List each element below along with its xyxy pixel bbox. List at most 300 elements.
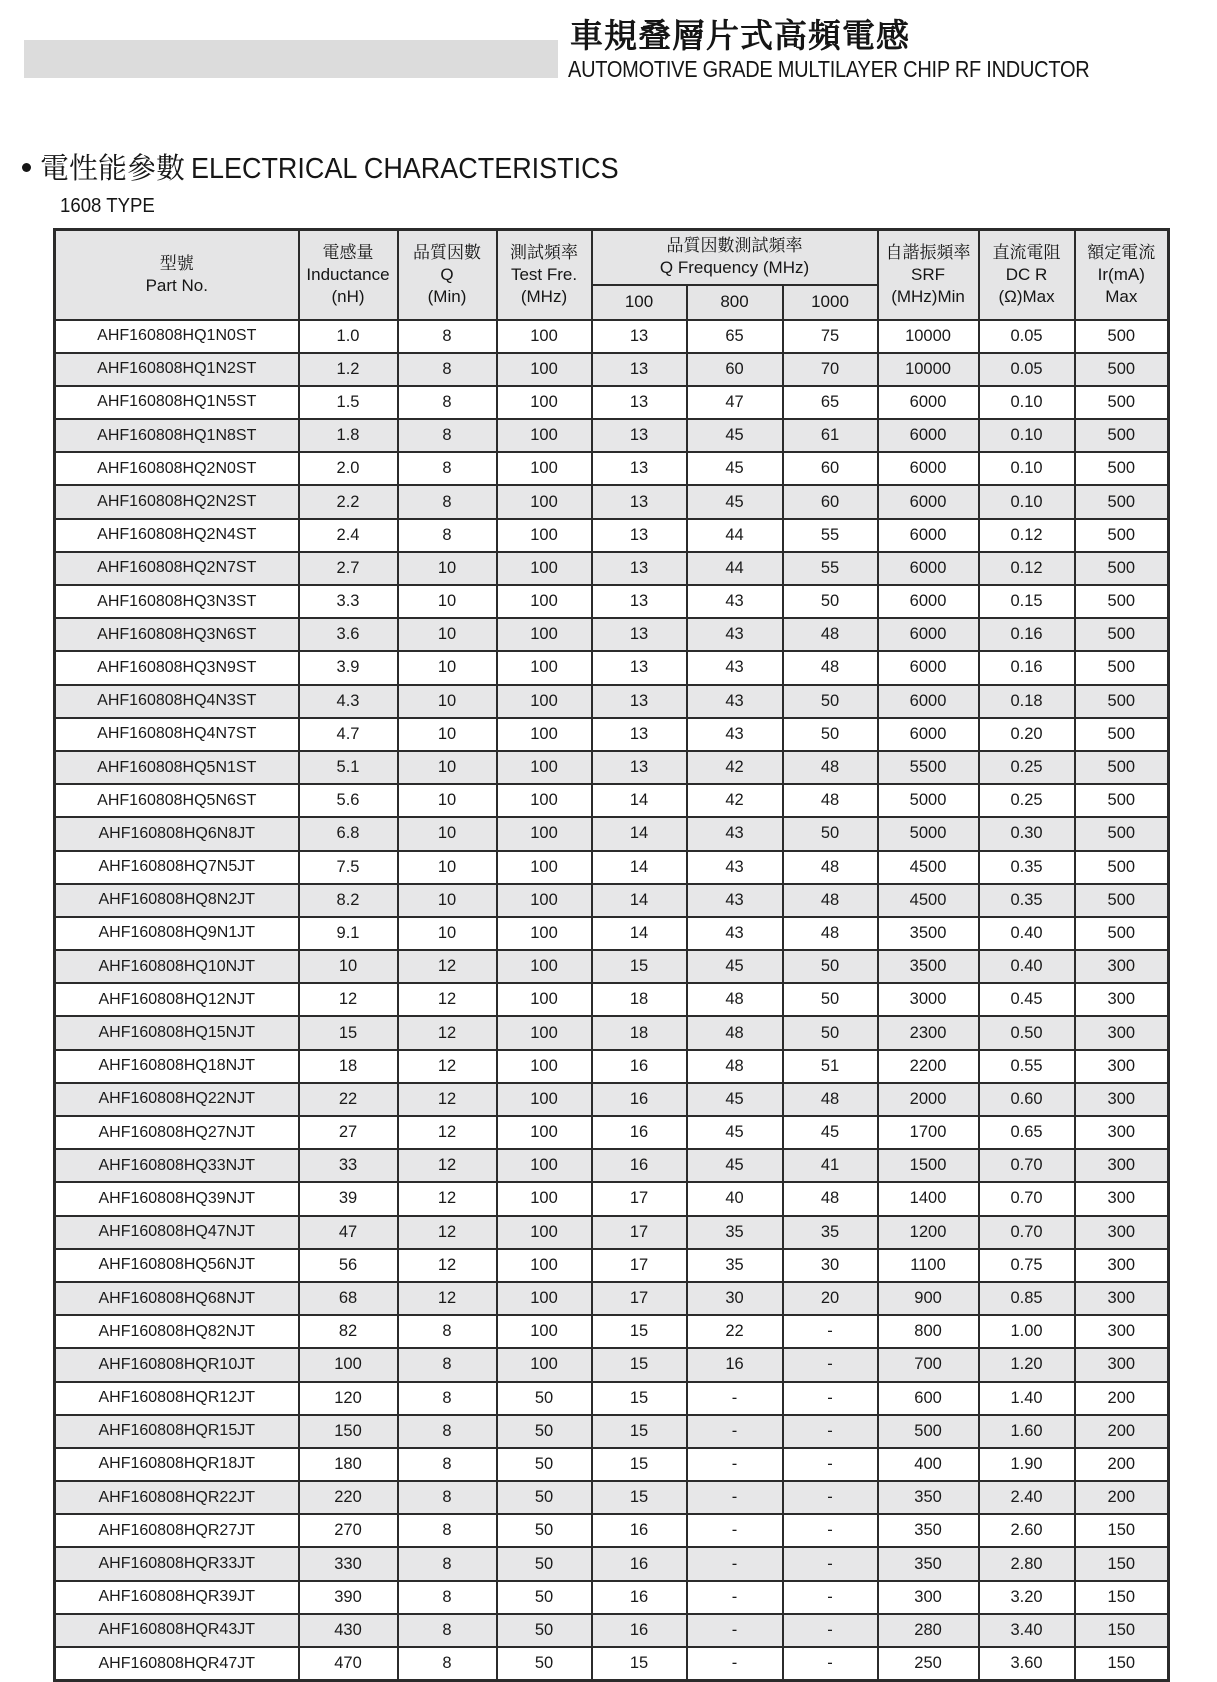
cell-q-at-100: 17 — [592, 1282, 687, 1315]
cell-q-at-1000: 51 — [783, 1050, 878, 1083]
col-header-srf-unit: (MHz)Min — [891, 286, 965, 306]
col-header-q-at-100: 100 — [592, 285, 687, 320]
col-header-dcr-unit: (Ω)Max — [998, 286, 1055, 306]
cell-q-at-100: 15 — [592, 1348, 687, 1381]
cell-q-min: 8 — [398, 419, 497, 452]
cell-q-min: 10 — [398, 552, 497, 585]
cell-q-at-1000: 48 — [783, 751, 878, 784]
cell-inductance: 22 — [299, 1083, 398, 1116]
cell-q-at-100: 13 — [592, 685, 687, 718]
col-header-q-frequency-cjk: 品質因數測試頻率 — [666, 236, 803, 256]
table-row — [55, 353, 1169, 386]
cell-q-at-100: 13 — [592, 718, 687, 751]
header-gray-bar — [24, 40, 558, 78]
cell-inductance: 2.0 — [299, 452, 398, 485]
cell-test-freq: 100 — [497, 950, 592, 983]
cell-q-at-100: 15 — [592, 1315, 687, 1348]
cell-inductance: 56 — [299, 1249, 398, 1282]
cell-q-at-1000: 50 — [783, 685, 878, 718]
cell-srf: 2300 — [878, 1016, 979, 1049]
cell-q-min: 8 — [398, 1481, 497, 1514]
cell-q-at-1000: 60 — [783, 452, 878, 485]
cell-srf: 400 — [878, 1448, 979, 1481]
cell-test-freq: 50 — [497, 1382, 592, 1415]
cell-dcr: 0.10 — [979, 452, 1075, 485]
cell-q-at-100: 17 — [592, 1216, 687, 1249]
cell-dcr: 0.16 — [979, 618, 1075, 651]
cell-srf: 1500 — [878, 1149, 979, 1182]
cell-q-at-1000: - — [783, 1415, 878, 1448]
cell-dcr: 0.05 — [979, 320, 1075, 353]
cell-test-freq: 100 — [497, 685, 592, 718]
cell-q-at-800: 22 — [687, 1315, 783, 1348]
cell-q-at-100: 13 — [592, 320, 687, 353]
cell-q-at-800: - — [687, 1382, 783, 1415]
cell-part-no: AHF160808HQ3N3ST — [55, 585, 299, 618]
cell-srf: 900 — [878, 1282, 979, 1315]
cell-q-min: 8 — [398, 1514, 497, 1547]
cell-rated-current: 300 — [1075, 1149, 1169, 1182]
cell-srf: 350 — [878, 1547, 979, 1580]
cell-inductance: 27 — [299, 1116, 398, 1149]
cell-q-at-1000: 45 — [783, 1116, 878, 1149]
cell-rated-current: 300 — [1075, 1083, 1169, 1116]
cell-rated-current: 500 — [1075, 685, 1169, 718]
cell-test-freq: 100 — [497, 1315, 592, 1348]
cell-q-at-100: 17 — [592, 1182, 687, 1215]
col-header-inductance-en: Inductance — [306, 264, 390, 284]
section-heading-en: ELECTRICAL CHARACTERISTICS — [191, 153, 619, 185]
col-header-srf-cjk: 自諧振頻率 — [885, 242, 971, 262]
cell-rated-current: 500 — [1075, 452, 1169, 485]
cell-rated-current: 500 — [1075, 485, 1169, 518]
col-header-part-no-cjk: 型號 — [159, 253, 194, 273]
cell-test-freq: 50 — [497, 1647, 592, 1681]
cell-inductance: 18 — [299, 1050, 398, 1083]
col-header-test-freq-unit: (MHz) — [520, 286, 568, 306]
cell-q-min: 12 — [398, 1182, 497, 1215]
cell-q-at-800: 44 — [687, 552, 783, 585]
cell-rated-current: 300 — [1075, 1282, 1169, 1315]
cell-q-at-100: 13 — [592, 751, 687, 784]
table-row — [55, 320, 1169, 353]
cell-part-no: AHF160808HQ1N5ST — [55, 386, 299, 419]
cell-q-at-100: 13 — [592, 552, 687, 585]
table-row — [55, 718, 1169, 751]
cell-test-freq: 100 — [497, 585, 592, 618]
cell-srf: 2000 — [878, 1083, 979, 1116]
table-row — [55, 1116, 1169, 1149]
col-header-test-freq-en: Test Fre. — [510, 264, 578, 284]
cell-q-at-1000: 75 — [783, 320, 878, 353]
cell-test-freq: 100 — [497, 1348, 592, 1381]
cell-q-at-800: 44 — [687, 519, 783, 552]
cell-inductance: 3.6 — [299, 618, 398, 651]
table-row — [55, 1581, 1169, 1614]
cell-rated-current: 500 — [1075, 651, 1169, 684]
cell-q-at-100: 16 — [592, 1083, 687, 1116]
cell-q-at-1000: 48 — [783, 1083, 878, 1116]
cell-q-min: 12 — [398, 1149, 497, 1182]
cell-inductance: 220 — [299, 1481, 398, 1514]
cell-dcr: 0.70 — [979, 1182, 1075, 1215]
cell-inductance: 100 — [299, 1348, 398, 1381]
cell-q-at-1000: 55 — [783, 519, 878, 552]
cell-srf: 1700 — [878, 1116, 979, 1149]
cell-q-min: 8 — [398, 1647, 497, 1681]
cell-q-at-800: 42 — [687, 784, 783, 817]
cell-q-min: 10 — [398, 685, 497, 718]
table-row — [55, 1448, 1169, 1481]
cell-inductance: 390 — [299, 1581, 398, 1614]
cell-dcr: 0.10 — [979, 386, 1075, 419]
cell-srf: 4500 — [878, 884, 979, 917]
cell-q-at-1000: 55 — [783, 552, 878, 585]
cell-test-freq: 100 — [497, 718, 592, 751]
cell-srf: 1200 — [878, 1216, 979, 1249]
cell-inductance: 1.0 — [299, 320, 398, 353]
cell-part-no: AHF160808HQ9N1JT — [55, 917, 299, 950]
cell-dcr: 0.65 — [979, 1116, 1075, 1149]
cell-rated-current: 500 — [1075, 817, 1169, 850]
table-row — [55, 1382, 1169, 1415]
cell-inductance: 2.4 — [299, 519, 398, 552]
table-row — [55, 1614, 1169, 1647]
cell-dcr: 0.10 — [979, 419, 1075, 452]
cell-q-at-800: - — [687, 1547, 783, 1580]
cell-q-at-800: - — [687, 1415, 783, 1448]
cell-dcr: 0.35 — [979, 884, 1075, 917]
cell-test-freq: 50 — [497, 1448, 592, 1481]
table-row — [55, 1315, 1169, 1348]
table-row — [55, 419, 1169, 452]
cell-q-at-1000: 50 — [783, 1016, 878, 1049]
cell-dcr: 0.85 — [979, 1282, 1075, 1315]
table-row — [55, 1050, 1169, 1083]
cell-test-freq: 100 — [497, 552, 592, 585]
cell-rated-current: 300 — [1075, 1050, 1169, 1083]
cell-rated-current: 500 — [1075, 585, 1169, 618]
col-header-q-en: Q — [440, 264, 454, 284]
cell-test-freq: 100 — [497, 485, 592, 518]
cell-srf: 6000 — [878, 452, 979, 485]
cell-srf: 10000 — [878, 353, 979, 386]
cell-rated-current: 500 — [1075, 353, 1169, 386]
cell-q-at-100: 13 — [592, 585, 687, 618]
col-header-rated-current-en: Ir(mA) — [1097, 264, 1145, 284]
table-row — [55, 452, 1169, 485]
table-row — [55, 1016, 1169, 1049]
cell-q-min: 10 — [398, 751, 497, 784]
cell-q-at-800: 35 — [687, 1216, 783, 1249]
cell-inductance: 150 — [299, 1415, 398, 1448]
cell-q-min: 8 — [398, 353, 497, 386]
cell-dcr: 0.16 — [979, 651, 1075, 684]
cell-srf: 6000 — [878, 419, 979, 452]
cell-q-min: 10 — [398, 817, 497, 850]
page-title-en: AUTOMOTIVE GRADE MULTILAYER CHIP RF INDUCTOR — [568, 56, 1090, 82]
cell-q-at-100: 13 — [592, 618, 687, 651]
cell-inductance: 6.8 — [299, 817, 398, 850]
col-header-inductance-unit: (nH) — [331, 286, 365, 306]
cell-test-freq: 100 — [497, 419, 592, 452]
cell-q-at-1000: - — [783, 1348, 878, 1381]
cell-rated-current: 500 — [1075, 618, 1169, 651]
cell-dcr: 1.40 — [979, 1382, 1075, 1415]
cell-srf: 250 — [878, 1647, 979, 1681]
type-label: 1608 TYPE — [60, 195, 155, 217]
cell-inductance: 82 — [299, 1315, 398, 1348]
table-row — [55, 585, 1169, 618]
cell-inductance: 5.6 — [299, 784, 398, 817]
cell-rated-current: 300 — [1075, 1348, 1169, 1381]
cell-dcr: 2.60 — [979, 1514, 1075, 1547]
cell-q-min: 8 — [398, 1315, 497, 1348]
cell-q-at-100: 15 — [592, 950, 687, 983]
cell-srf: 6000 — [878, 386, 979, 419]
cell-srf: 4500 — [878, 851, 979, 884]
cell-q-at-100: 18 — [592, 983, 687, 1016]
cell-srf: 1100 — [878, 1249, 979, 1282]
cell-part-no: AHF160808HQ2N2ST — [55, 485, 299, 518]
cell-inductance: 470 — [299, 1647, 398, 1681]
table-row — [55, 552, 1169, 585]
cell-q-at-100: 14 — [592, 817, 687, 850]
cell-rated-current: 300 — [1075, 1249, 1169, 1282]
cell-srf: 6000 — [878, 618, 979, 651]
col-header-q-unit: (Min) — [427, 286, 467, 306]
cell-part-no: AHF160808HQ12NJT — [55, 983, 299, 1016]
electrical-characteristics-table — [53, 228, 1170, 1682]
cell-dcr: 0.30 — [979, 817, 1075, 850]
cell-part-no: AHF160808HQ27NJT — [55, 1116, 299, 1149]
cell-q-at-100: 13 — [592, 353, 687, 386]
cell-srf: 300 — [878, 1581, 979, 1614]
cell-dcr: 2.80 — [979, 1547, 1075, 1580]
cell-q-min: 8 — [398, 1581, 497, 1614]
cell-q-at-800: 60 — [687, 353, 783, 386]
col-header-part-no-en: Part No. — [145, 275, 208, 295]
cell-test-freq: 50 — [497, 1481, 592, 1514]
cell-inductance: 180 — [299, 1448, 398, 1481]
table-row — [55, 751, 1169, 784]
cell-q-at-1000: 48 — [783, 784, 878, 817]
cell-rated-current: 300 — [1075, 1315, 1169, 1348]
cell-q-at-1000: - — [783, 1581, 878, 1614]
cell-q-at-100: 14 — [592, 851, 687, 884]
cell-q-at-800: 45 — [687, 452, 783, 485]
cell-q-at-1000: - — [783, 1614, 878, 1647]
table-row — [55, 950, 1169, 983]
cell-srf: 6000 — [878, 485, 979, 518]
cell-q-at-100: 16 — [592, 1116, 687, 1149]
cell-part-no: AHF160808HQ3N9ST — [55, 651, 299, 684]
cell-q-min: 8 — [398, 1348, 497, 1381]
cell-q-min: 10 — [398, 651, 497, 684]
col-header-part-no — [55, 230, 299, 320]
cell-q-at-1000: 48 — [783, 851, 878, 884]
cell-part-no: AHF160808HQ2N7ST — [55, 552, 299, 585]
col-header-test-freq — [497, 230, 592, 320]
cell-part-no: AHF160808HQR39JT — [55, 1581, 299, 1614]
cell-q-at-1000: - — [783, 1647, 878, 1681]
cell-part-no: AHF160808HQ1N0ST — [55, 320, 299, 353]
cell-q-min: 10 — [398, 917, 497, 950]
cell-part-no: AHF160808HQ1N2ST — [55, 353, 299, 386]
cell-srf: 6000 — [878, 585, 979, 618]
cell-srf: 6000 — [878, 552, 979, 585]
cell-test-freq: 100 — [497, 983, 592, 1016]
cell-part-no: AHF160808HQ6N8JT — [55, 817, 299, 850]
col-header-q-at-1000: 1000 — [783, 285, 878, 320]
cell-q-at-100: 14 — [592, 884, 687, 917]
cell-test-freq: 100 — [497, 1182, 592, 1215]
cell-srf: 3500 — [878, 950, 979, 983]
table-row — [55, 1182, 1169, 1215]
cell-srf: 5000 — [878, 784, 979, 817]
cell-q-at-100: 14 — [592, 784, 687, 817]
cell-srf: 10000 — [878, 320, 979, 353]
cell-q-at-100: 14 — [592, 917, 687, 950]
cell-q-at-100: 15 — [592, 1382, 687, 1415]
cell-part-no: AHF160808HQR43JT — [55, 1614, 299, 1647]
cell-q-at-1000: 48 — [783, 651, 878, 684]
cell-inductance: 33 — [299, 1149, 398, 1182]
cell-test-freq: 50 — [497, 1581, 592, 1614]
cell-dcr: 3.60 — [979, 1647, 1075, 1681]
cell-part-no: AHF160808HQ4N3ST — [55, 685, 299, 718]
cell-inductance: 5.1 — [299, 751, 398, 784]
cell-dcr: 1.20 — [979, 1348, 1075, 1381]
cell-inductance: 39 — [299, 1182, 398, 1215]
cell-q-at-1000: 61 — [783, 419, 878, 452]
col-header-srf-en: SRF — [911, 264, 946, 284]
table-row — [55, 884, 1169, 917]
table-row — [55, 1415, 1169, 1448]
cell-part-no: AHF160808HQ68NJT — [55, 1282, 299, 1315]
cell-test-freq: 100 — [497, 519, 592, 552]
cell-q-at-1000: 48 — [783, 884, 878, 917]
cell-q-at-100: 13 — [592, 519, 687, 552]
table-row — [55, 983, 1169, 1016]
cell-test-freq: 100 — [497, 1282, 592, 1315]
col-header-dcr — [979, 230, 1075, 320]
cell-inductance: 8.2 — [299, 884, 398, 917]
cell-q-at-1000: 20 — [783, 1282, 878, 1315]
cell-dcr: 1.00 — [979, 1315, 1075, 1348]
cell-srf: 5000 — [878, 817, 979, 850]
cell-srf: 6000 — [878, 519, 979, 552]
cell-q-at-100: 15 — [592, 1647, 687, 1681]
cell-q-at-1000: 60 — [783, 485, 878, 518]
cell-dcr: 0.25 — [979, 784, 1075, 817]
cell-q-at-800: 45 — [687, 1116, 783, 1149]
cell-srf: 500 — [878, 1415, 979, 1448]
col-header-dcr-en: DC R — [1005, 264, 1048, 284]
cell-rated-current: 500 — [1075, 386, 1169, 419]
cell-test-freq: 100 — [497, 386, 592, 419]
cell-q-at-100: 16 — [592, 1050, 687, 1083]
cell-dcr: 3.20 — [979, 1581, 1075, 1614]
table-row — [55, 1514, 1169, 1547]
cell-test-freq: 100 — [497, 1083, 592, 1116]
cell-test-freq: 100 — [497, 320, 592, 353]
cell-dcr: 3.40 — [979, 1614, 1075, 1647]
cell-inductance: 3.9 — [299, 651, 398, 684]
cell-q-at-800: - — [687, 1448, 783, 1481]
cell-inductance: 10 — [299, 950, 398, 983]
table-row — [55, 817, 1169, 850]
cell-rated-current: 300 — [1075, 1216, 1169, 1249]
cell-dcr: 0.70 — [979, 1216, 1075, 1249]
cell-q-at-800: - — [687, 1481, 783, 1514]
cell-test-freq: 100 — [497, 751, 592, 784]
cell-test-freq: 100 — [497, 884, 592, 917]
cell-part-no: AHF160808HQ39NJT — [55, 1182, 299, 1215]
table-row — [55, 1249, 1169, 1282]
cell-test-freq: 100 — [497, 618, 592, 651]
table-row — [55, 1282, 1169, 1315]
cell-q-at-1000: 50 — [783, 950, 878, 983]
cell-test-freq: 100 — [497, 851, 592, 884]
col-header-q-at-800: 800 — [687, 285, 783, 320]
cell-q-at-100: 16 — [592, 1547, 687, 1580]
cell-q-at-100: 13 — [592, 386, 687, 419]
cell-q-min: 8 — [398, 320, 497, 353]
cell-dcr: 0.70 — [979, 1149, 1075, 1182]
cell-rated-current: 150 — [1075, 1581, 1169, 1614]
cell-q-min: 8 — [398, 1614, 497, 1647]
cell-inductance: 120 — [299, 1382, 398, 1415]
cell-srf: 3000 — [878, 983, 979, 1016]
cell-srf: 350 — [878, 1514, 979, 1547]
cell-part-no: AHF160808HQ2N4ST — [55, 519, 299, 552]
col-header-inductance-cjk: 電感量 — [322, 242, 374, 262]
cell-part-no: AHF160808HQ56NJT — [55, 1249, 299, 1282]
cell-dcr: 0.75 — [979, 1249, 1075, 1282]
cell-rated-current: 300 — [1075, 1182, 1169, 1215]
cell-srf: 1400 — [878, 1182, 979, 1215]
cell-dcr: 0.20 — [979, 718, 1075, 751]
cell-q-at-100: 15 — [592, 1448, 687, 1481]
cell-inductance: 47 — [299, 1216, 398, 1249]
cell-part-no: AHF160808HQR47JT — [55, 1647, 299, 1681]
cell-rated-current: 500 — [1075, 851, 1169, 884]
cell-q-min: 10 — [398, 585, 497, 618]
cell-part-no: AHF160808HQ1N8ST — [55, 419, 299, 452]
cell-rated-current: 500 — [1075, 519, 1169, 552]
col-header-q-frequency-group — [592, 230, 878, 285]
cell-inductance: 4.3 — [299, 685, 398, 718]
cell-q-min: 8 — [398, 452, 497, 485]
cell-part-no: AHF160808HQ33NJT — [55, 1149, 299, 1182]
table-row — [55, 1083, 1169, 1116]
cell-srf: 700 — [878, 1348, 979, 1381]
cell-dcr: 0.18 — [979, 685, 1075, 718]
cell-rated-current: 500 — [1075, 784, 1169, 817]
cell-part-no: AHF160808HQ3N6ST — [55, 618, 299, 651]
table-row — [55, 1547, 1169, 1580]
cell-inductance: 1.8 — [299, 419, 398, 452]
cell-rated-current: 300 — [1075, 1016, 1169, 1049]
cell-q-min: 8 — [398, 485, 497, 518]
cell-q-at-800: - — [687, 1514, 783, 1547]
cell-q-min: 12 — [398, 1016, 497, 1049]
cell-q-at-1000: 50 — [783, 817, 878, 850]
col-header-test-freq-cjk: 測試頻率 — [510, 242, 578, 262]
cell-q-at-100: 15 — [592, 1481, 687, 1514]
cell-srf: 6000 — [878, 651, 979, 684]
